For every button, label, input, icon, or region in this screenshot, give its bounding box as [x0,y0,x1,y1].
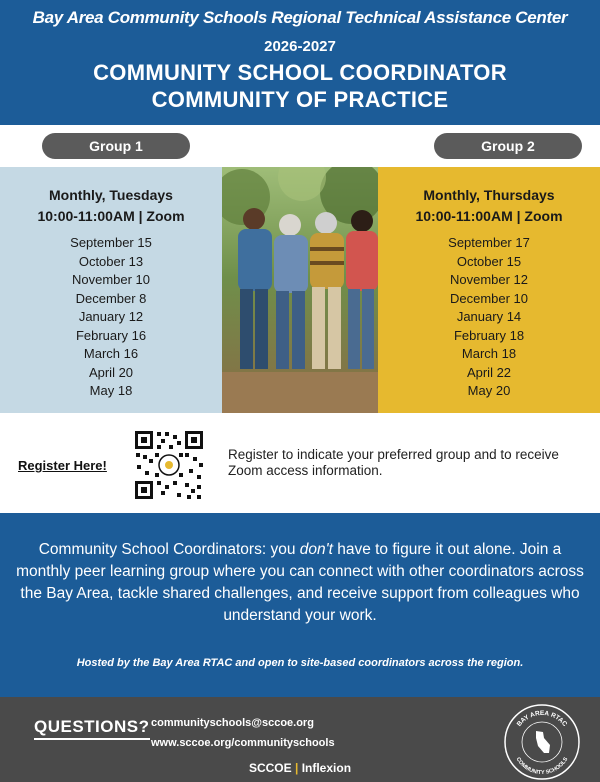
register-link[interactable] [18,458,107,473]
date-item: November 10 [71,272,151,287]
date-item: May 20 [467,383,511,398]
group2-dates [378,234,600,401]
group2-time: 10:00-11:00AM | Zoom [415,208,563,224]
group2-schedule: Monthly, Thursdays [423,187,555,203]
questions-heading: QUESTIONS? [34,717,150,740]
date-item: May 18 [89,383,133,398]
group1-dates [0,234,222,401]
register-section [0,413,600,513]
page-title-line1: COMMUNITY SCHOOL COORDINATOR [93,60,507,85]
footer [0,697,600,782]
date-item: February 16 [75,327,147,343]
register-link-suffix: ! [102,458,107,473]
pitch-emphasis: don't [299,541,333,558]
pitch-section [0,513,600,697]
seal-top-text: BAY AREA RTAC [515,709,569,728]
header-banner [0,0,600,125]
date-item: October 15 [456,253,522,269]
hosted-note: Hosted by the Bay Area RTAC and open to site-based coordinators across the region. [76,657,524,669]
date-item: March 16 [83,346,139,361]
rtac-seal-logo [503,703,581,781]
date-item: March 18 [461,346,517,361]
pitch-after: have to figure it out alone. Join a monthly peer learning group where you can connect with other coordinators across the Bay Area, tackle shared challenges, and receive support from colleagues who understand your work. [16,541,584,624]
date-item: January 12 [78,309,144,324]
brand-sccoe: SCCOE [248,761,292,775]
group-photo [222,167,378,413]
date-item: February 18 [453,327,525,343]
brand-inflexion: Inflexion [301,761,352,775]
date-item: April 20 [88,364,134,380]
page-title-line2: COMMUNITY OF PRACTICE [151,87,449,112]
group2-panel [378,167,600,413]
contact-email-link[interactable]: communityschools@sccoe.org [151,717,314,729]
register-link-label: Register Here [18,458,103,473]
date-item: November 12 [449,272,529,287]
qr-code-icon[interactable] [133,429,205,501]
pitch-before: Community School Coordinators: you [38,541,300,558]
date-item: April 22 [466,364,512,380]
group1-schedule: Monthly, Tuesdays [49,187,173,203]
group1-panel [0,167,222,413]
register-description: Register to indicate your preferred group and to receive Zoom access information. [228,447,559,478]
date-item: December 8 [75,290,147,306]
program-year: 2026-2027 [264,38,336,55]
group2-label: Group 2 [434,133,582,159]
date-item: January 14 [456,309,522,324]
date-item: December 10 [449,290,529,306]
contact-website-link[interactable]: www.sccoe.org/communityschools [151,737,335,749]
brand-separator: | [294,761,299,775]
pitch-text [14,539,586,627]
date-item: September 15 [70,235,152,250]
contact-info [151,713,335,753]
date-item: September 17 [448,235,530,250]
group1-time: 10:00-11:00AM | Zoom [37,208,185,224]
seal-bottom-text: COMMUNITY SCHOOLS [514,756,570,777]
date-item: October 13 [78,253,144,269]
group1-label: Group 1 [42,133,190,159]
org-name: Bay Area Community Schools Regional Technical Assistance Center [32,8,568,27]
